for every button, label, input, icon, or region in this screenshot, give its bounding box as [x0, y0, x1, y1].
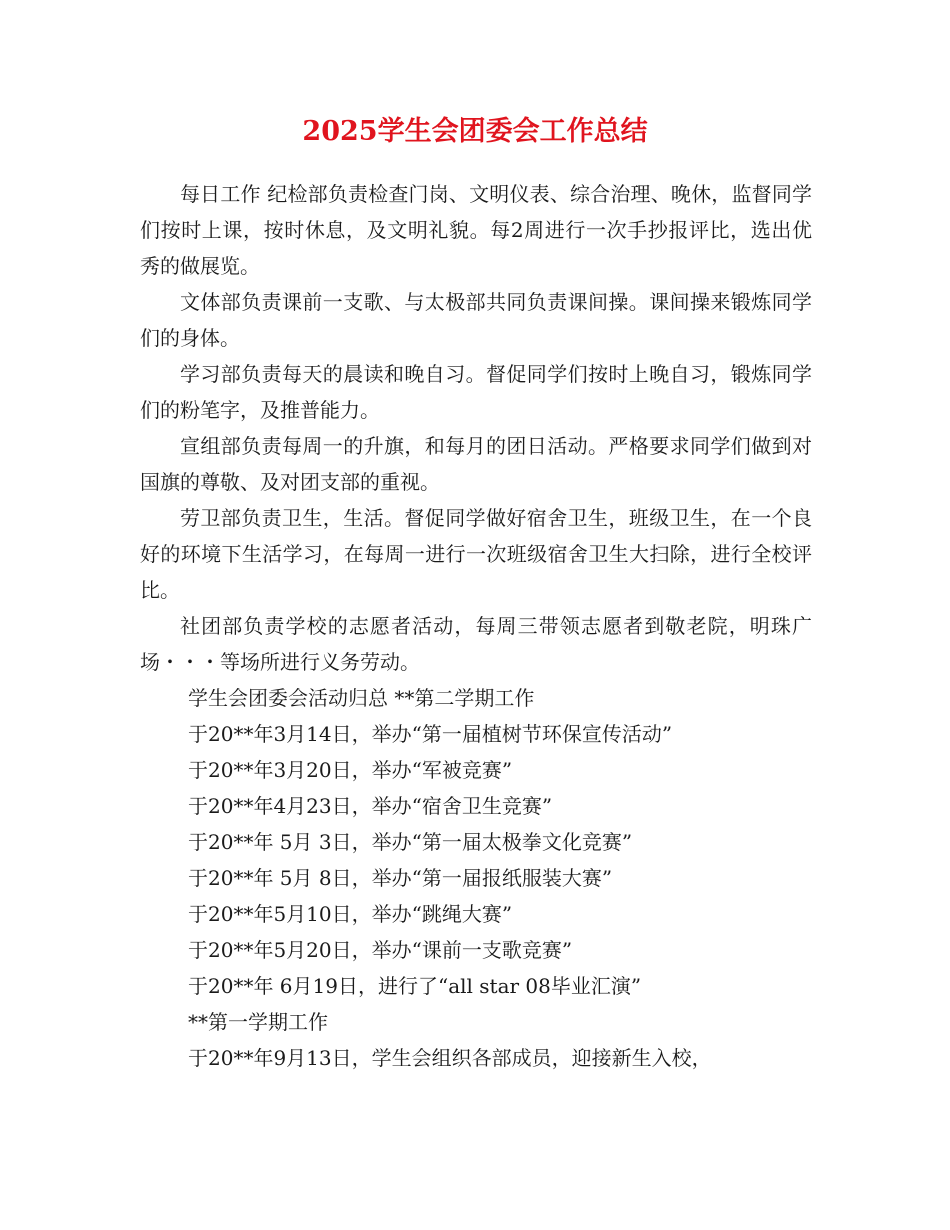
list-item: 于20**年3月20日，举办“军被竞赛” [188, 758, 513, 782]
list-item: 于20**年3月14日，举办“第一届植树节环保宣传活动” [188, 722, 673, 746]
list-item: 于20**年9月13日，学生会组织各部成员，迎接新生入校， [188, 1046, 712, 1070]
document-title: 2025学生会团委会工作总结 [302, 116, 648, 147]
paragraph-study-dept: 学习部负责每天的晨读和晚自习。督促同学们按时上晚自习，锻炼同学们的粉笔字，及推普能力。 [140, 362, 812, 422]
list-item: 于20**年 6月19日，进行了“all star 08毕业汇演” [188, 974, 642, 998]
list-item: 于20**年5月20日，举办“课前一支歌竞赛” [188, 938, 573, 962]
list-item: 于20**年 5月 3日，举办“第一届太极拳文化竞赛” [188, 830, 633, 854]
section-heading-second-semester: 学生会团委会活动归总 **第二学期工作 [188, 686, 535, 710]
document-body [140, 176, 812, 1076]
paragraph-labor-dept: 劳卫部负责卫生，生活。督促同学做好宿舍卫生，班级卫生，在一个良好的环境下生活学习，在每周一进行一次班级宿舍卫生大扫除，进行全校评比。 [140, 506, 812, 602]
list-item: 于20**年 5月 8日，举办“第一届报纸服装大赛” [188, 866, 613, 890]
paragraph-sports-dept: 文体部负责课前一支歌、与太极部共同负责课间操。课间操来锻炼同学们的身体。 [140, 290, 812, 350]
paragraph-publicity-dept: 宣组部负责每周一的升旗，和每月的团日活动。严格要求同学们做到对国旗的尊敬、及对团支部的重视。 [140, 434, 812, 494]
paragraph-club-dept: 社团部负责学校的志愿者活动，每周三带领志愿者到敬老院，明珠广场・・・等场所进行义务劳动。 [140, 614, 812, 674]
list-item: 于20**年5月10日，举办“跳绳大赛” [188, 902, 513, 926]
paragraph-discipline-dept: 每日工作 纪检部负责检查门岗、文明仪表、综合治理、晚休，监督同学们按时上课，按时休息，及文明礼貌。每2周进行一次手抄报评比，选出优秀的做展览。 [140, 182, 812, 278]
list-item: 于20**年4月23日，举办“宿舍卫生竞赛” [188, 794, 553, 818]
section-heading-first-semester: **第一学期工作 [188, 1010, 328, 1034]
